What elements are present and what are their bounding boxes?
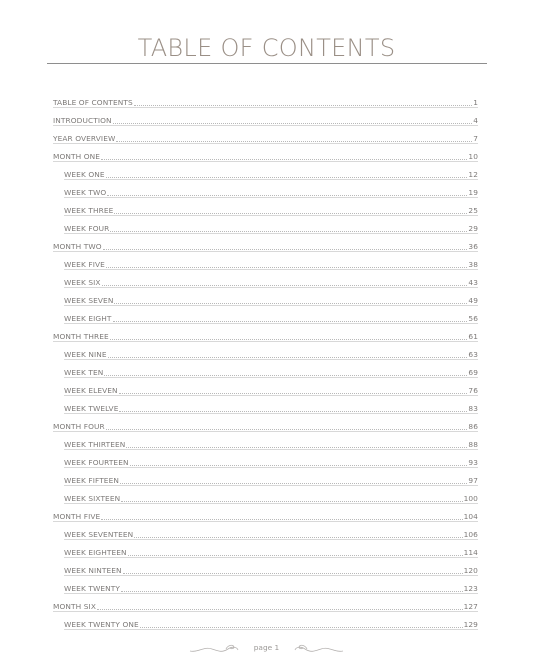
- entry-label: WEEK SIX: [64, 278, 101, 287]
- entry-page-number: 49: [468, 296, 478, 305]
- entry-page-number: 83: [468, 404, 478, 413]
- flourish-ornament-right-icon: [293, 642, 345, 656]
- dot-leader: [101, 519, 462, 520]
- toc-subsection-entry[interactable]: [53, 396, 478, 414]
- entry-label: WEEK THREE: [64, 206, 114, 215]
- toc-section-entry[interactable]: [53, 594, 478, 612]
- entry-page-number: 93: [468, 458, 478, 467]
- dot-leader: [121, 501, 462, 502]
- toc-subsection-entry[interactable]: [53, 522, 478, 540]
- entry-page-number: 61: [468, 332, 478, 341]
- toc-section-entry[interactable]: [53, 90, 478, 108]
- entry-label: WEEK TWELVE: [64, 404, 119, 413]
- entry-page-number: 127: [463, 602, 478, 611]
- dot-leader: [113, 321, 468, 322]
- toc-subsection-entry[interactable]: [53, 612, 478, 630]
- entry-page-number: 100: [463, 494, 478, 503]
- dot-leader: [123, 573, 463, 574]
- entry-page-number: 38: [468, 260, 478, 269]
- entry-page-number: 19: [468, 188, 478, 197]
- entry-label: WEEK SEVEN: [64, 296, 114, 305]
- entry-label: WEEK SEVENTEEN: [64, 530, 134, 539]
- entry-page-number: 104: [463, 512, 478, 521]
- dot-leader: [126, 447, 467, 448]
- entry-label: WEEK EIGHTEEN: [64, 548, 127, 557]
- dot-leader: [140, 627, 463, 628]
- entry-label: WEEK TWENTY: [64, 584, 120, 593]
- entry-label: MONTH THREE: [53, 332, 109, 341]
- toc-subsection-entry[interactable]: [53, 288, 478, 306]
- entry-label: WEEK FOUR: [64, 224, 110, 233]
- toc-subsection-entry[interactable]: [53, 360, 478, 378]
- entry-label: WEEK FIFTEEN: [64, 476, 119, 485]
- entry-page-number: 63: [468, 350, 478, 359]
- toc-subsection-entry[interactable]: [53, 432, 478, 450]
- toc-section-entry[interactable]: [53, 108, 478, 126]
- dot-leader: [106, 267, 467, 268]
- dot-leader: [106, 429, 468, 430]
- toc-subsection-entry[interactable]: [53, 378, 478, 396]
- entry-page-number: 10: [468, 152, 478, 161]
- dot-leader: [97, 609, 463, 610]
- toc-subsection-entry[interactable]: [53, 306, 478, 324]
- entry-label: WEEK TWENTY ONE: [64, 620, 139, 629]
- dot-leader: [103, 249, 468, 250]
- entry-page-number: 88: [468, 440, 478, 449]
- entry-page-number: 97: [468, 476, 478, 485]
- entry-label: INTRODUCTION: [53, 116, 112, 125]
- page-title: TABLE OF CONTENTS: [137, 34, 396, 62]
- dot-leader: [104, 375, 467, 376]
- entry-page-number: 36: [468, 242, 478, 251]
- entry-label: WEEK NINE: [64, 350, 107, 359]
- toc-section-entry[interactable]: [53, 324, 478, 342]
- entry-page-number: 106: [463, 530, 478, 539]
- entry-page-number: 120: [463, 566, 478, 575]
- entry-page-number: 12: [468, 170, 478, 179]
- dot-leader: [119, 411, 467, 412]
- dot-leader: [116, 141, 472, 142]
- entry-page-number: 69: [468, 368, 478, 377]
- dot-leader: [101, 159, 467, 160]
- toc-subsection-entry[interactable]: [53, 162, 478, 180]
- dot-leader: [134, 105, 472, 106]
- page-number-label: page 1: [253, 643, 280, 652]
- entry-page-number: 43: [468, 278, 478, 287]
- toc-subsection-entry[interactable]: [53, 576, 478, 594]
- entry-page-number: 4: [473, 116, 478, 125]
- toc-section-entry[interactable]: [53, 126, 478, 144]
- entry-label: WEEK TWO: [64, 188, 107, 197]
- entry-label: WEEK FIVE: [64, 260, 105, 269]
- dot-leader: [106, 177, 468, 178]
- entry-label: MONTH ONE: [53, 152, 101, 161]
- entry-label: MONTH FOUR: [53, 422, 105, 431]
- dot-leader: [114, 213, 467, 214]
- entry-label: MONTH FIVE: [53, 512, 101, 521]
- dot-leader: [120, 483, 467, 484]
- toc-section-entry[interactable]: [53, 234, 478, 252]
- entry-label: WEEK THIRTEEN: [64, 440, 126, 449]
- toc-section-entry[interactable]: [53, 504, 478, 522]
- entry-label: WEEK ONE: [64, 170, 105, 179]
- toc-subsection-entry[interactable]: [53, 198, 478, 216]
- toc-subsection-entry[interactable]: [53, 540, 478, 558]
- dot-leader: [110, 339, 468, 340]
- entry-page-number: 114: [463, 548, 478, 557]
- title-divider: [47, 63, 487, 64]
- dot-leader: [121, 591, 463, 592]
- dot-leader: [130, 465, 468, 466]
- entry-label: WEEK FOURTEEN: [64, 458, 129, 467]
- page-footer: [0, 640, 533, 658]
- toc-subsection-entry[interactable]: [53, 252, 478, 270]
- toc-subsection-entry[interactable]: [53, 216, 478, 234]
- entry-label: TABLE OF CONTENTS: [53, 98, 133, 107]
- entry-label: WEEK NINTEEN: [64, 566, 122, 575]
- entry-page-number: 76: [468, 386, 478, 395]
- table-of-contents-list: [53, 90, 478, 630]
- dot-leader: [134, 537, 462, 538]
- toc-subsection-entry[interactable]: [53, 486, 478, 504]
- entry-page-number: 1: [473, 98, 478, 107]
- dot-leader: [128, 555, 463, 556]
- toc-subsection-entry[interactable]: [53, 468, 478, 486]
- dot-leader: [110, 231, 467, 232]
- entry-label: WEEK EIGHT: [64, 314, 112, 323]
- dot-leader: [114, 303, 467, 304]
- entry-page-number: 86: [468, 422, 478, 431]
- toc-subsection-entry[interactable]: [53, 342, 478, 360]
- entry-label: WEEK ELEVEN: [64, 386, 118, 395]
- toc-subsection-entry[interactable]: [53, 558, 478, 576]
- entry-page-number: 25: [468, 206, 478, 215]
- entry-label: MONTH SIX: [53, 602, 96, 611]
- entry-page-number: 7: [473, 134, 478, 143]
- dot-leader: [107, 195, 467, 196]
- dot-leader: [113, 123, 473, 124]
- toc-section-entry[interactable]: [53, 144, 478, 162]
- toc-subsection-entry[interactable]: [53, 450, 478, 468]
- dot-leader: [102, 285, 468, 286]
- entry-page-number: 123: [463, 584, 478, 593]
- entry-page-number: 29: [468, 224, 478, 233]
- entry-page-number: 129: [463, 620, 478, 629]
- entry-label: YEAR OVERVIEW: [53, 134, 116, 143]
- entry-label: WEEK SIXTEEN: [64, 494, 121, 503]
- entry-label: MONTH TWO: [53, 242, 102, 251]
- toc-subsection-entry[interactable]: [53, 180, 478, 198]
- toc-subsection-entry[interactable]: [53, 270, 478, 288]
- dot-leader: [119, 393, 468, 394]
- entry-page-number: 56: [468, 314, 478, 323]
- entry-label: WEEK TEN: [64, 368, 104, 377]
- toc-section-entry[interactable]: [53, 414, 478, 432]
- dot-leader: [108, 357, 468, 358]
